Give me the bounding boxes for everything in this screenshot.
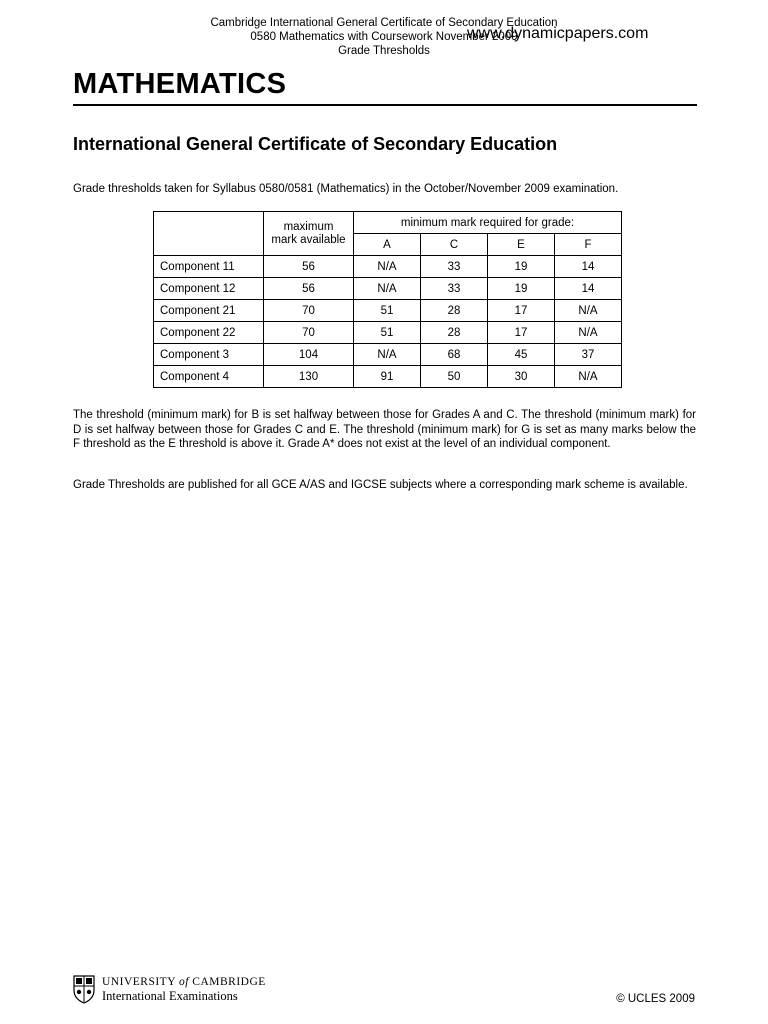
grade-a-cell: 51 [354,322,421,344]
grade-e-cell: 19 [488,256,555,278]
logo-division-name: International Examinations [102,989,238,1003]
threshold-explanation-paragraph: The threshold (minimum mark) for B is set halfway between those for Grades A and C. The threshold (minimum mark) for D is set halfway between those for Grades C and E. The threshold (minimum mark) for G is set as many marks below the F threshold as the E threshold is above it. Grade A* does not exist at the level of an individual component. [73,409,696,450]
cambridge-logo [72,974,266,1004]
max-mark-header: maximum mark available [264,212,354,256]
max-mark-cell: 70 [264,300,354,322]
grade-c-cell: 68 [421,344,488,366]
grade-c-cell: 28 [421,322,488,344]
component-label: Component 11 [154,256,264,278]
crest-icon [72,974,96,1004]
publication-note-paragraph: Grade Thresholds are published for all GCE A/AS and IGCSE subjects where a corresponding mark scheme is available. [73,479,688,491]
max-mark-cell: 56 [264,256,354,278]
max-mark-cell: 56 [264,278,354,300]
grade-c-cell: 50 [421,366,488,388]
header-line-board: Cambridge International General Certificate of Secondary Education [210,17,558,29]
max-mark-cell: 130 [264,366,354,388]
intro-text: Grade thresholds taken for Syllabus 0580/0581 (Mathematics) in the October/November 2009 examination. [73,183,619,195]
document-header [0,16,768,58]
grade-f-cell: N/A [555,366,622,388]
watermark-url: www.dynamicpapers.com [467,25,649,42]
max-mark-cell: 70 [264,322,354,344]
grade-a-cell: N/A [354,344,421,366]
max-mark-cell: 104 [264,344,354,366]
grade-c-cell: 33 [421,256,488,278]
grade-a-cell: 91 [354,366,421,388]
logo-university-name: UNIVERSITY of CAMBRIDGE [102,976,266,988]
grade-threshold-table [153,211,622,388]
grade-header: F [555,234,622,256]
component-label: Component 22 [154,322,264,344]
grade-f-cell: 14 [555,256,622,278]
component-label: Component 12 [154,278,264,300]
grade-header: A [354,234,421,256]
grade-c-cell: 33 [421,278,488,300]
table-row [154,278,622,300]
title-divider [73,104,697,106]
table-row [154,322,622,344]
grade-e-cell: 17 [488,322,555,344]
header-line-syllabus: 0580 Mathematics with Coursework November 2009 [250,31,518,43]
table-row [154,366,622,388]
table-corner-cell [154,212,264,256]
copyright-notice: © UCLES 2009 [616,993,695,1005]
component-label: Component 3 [154,344,264,366]
grade-e-cell: 30 [488,366,555,388]
page-title: MATHEMATICS [73,68,287,100]
grade-e-cell: 17 [488,300,555,322]
page-subtitle: International General Certificate of Secondary Education [73,134,558,154]
grade-f-cell: N/A [555,322,622,344]
grade-a-cell: N/A [354,278,421,300]
grade-header: C [421,234,488,256]
grade-c-cell: 28 [421,300,488,322]
component-label: Component 21 [154,300,264,322]
component-label: Component 4 [154,366,264,388]
grade-f-cell: 14 [555,278,622,300]
grade-header: E [488,234,555,256]
table-row [154,300,622,322]
grade-e-cell: 45 [488,344,555,366]
grade-f-cell: N/A [555,300,622,322]
grade-a-cell: N/A [354,256,421,278]
header-line-doc-type: Grade Thresholds [338,45,430,57]
table-row [154,344,622,366]
min-mark-header: minimum mark required for grade: [354,212,622,234]
grade-e-cell: 19 [488,278,555,300]
table-header-row [154,212,622,234]
grade-a-cell: 51 [354,300,421,322]
table-row [154,256,622,278]
grade-f-cell: 37 [555,344,622,366]
